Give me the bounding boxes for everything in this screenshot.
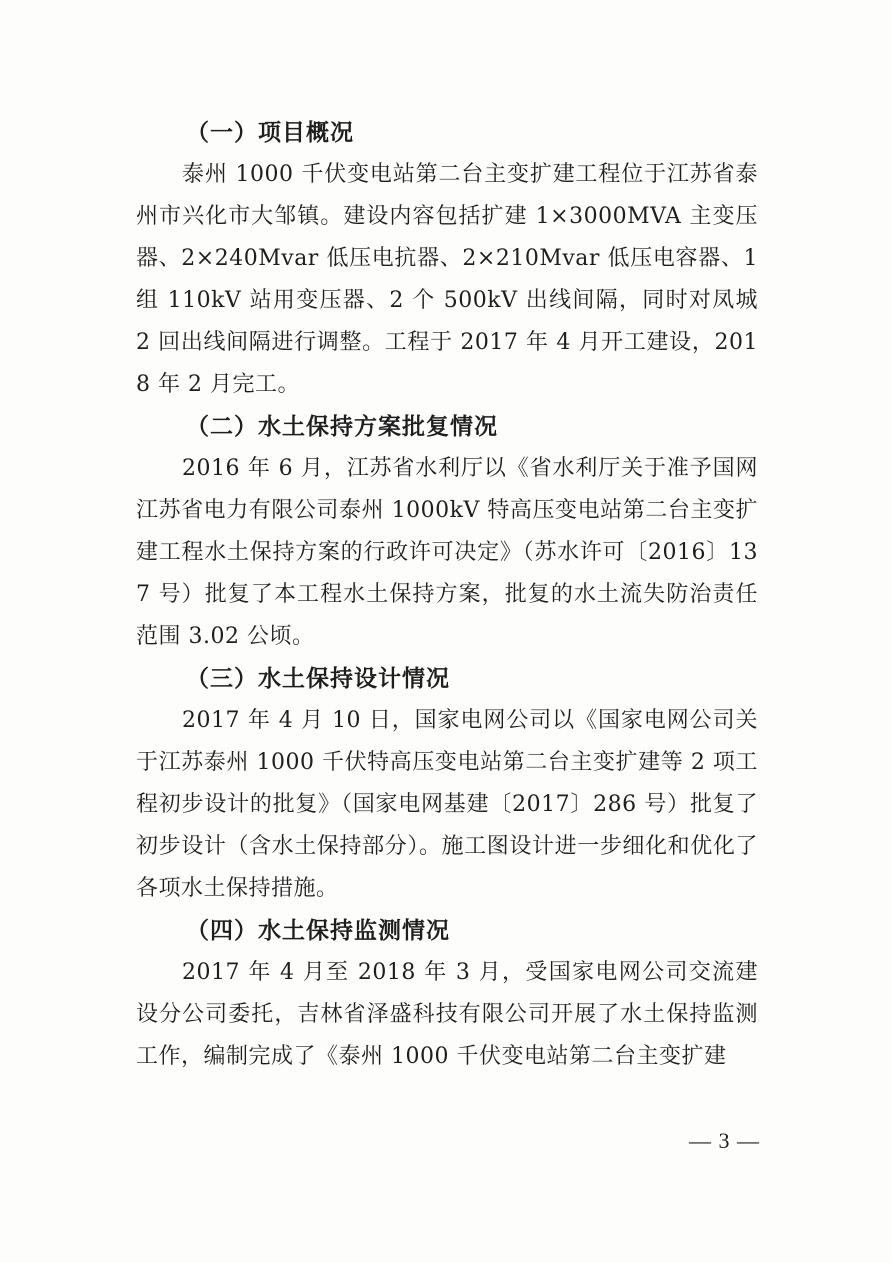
document-body <box>136 112 758 1078</box>
section-heading-overview: （一）项目概况 <box>186 120 354 146</box>
page-number: — 3 — <box>689 1128 760 1153</box>
section-heading-design: （三）水土保持设计情况 <box>186 666 450 692</box>
section-paragraph-design: 2017 年 4 月 10 日，国家电网公司以《国家电网公司关于江苏泰州 1000 千伏特高压变电站第二台主变扩建等 2 项工程初步设计的批复》（国家电网基建〔2017〕286 号）批复了初步设计（含水土保持部分）。施工图设计进一步细化和优化了各项水土保持措施。 <box>136 708 758 901</box>
section-heading-monitoring: （四）水土保持监测情况 <box>186 918 450 944</box>
section-paragraph-plan-approval: 2016 年 6 月，江苏省水利厅以《省水利厅关于准予国网江苏省电力有限公司泰州 1000kV 特高压变电站第二台主变扩建工程水土保持方案的行政许可决定》（苏水许可〔2016〕137 号）批复了本工程水土保持方案，批复的水土流失防治责任范围 3.02 公顷。 <box>136 456 758 649</box>
section-heading-plan-approval: （二）水土保持方案批复情况 <box>186 414 498 440</box>
section-paragraph-monitoring: 2017 年 4 月至 2018 年 3 月，受国家电网公司交流建设分公司委托，吉林省泽盛科技有限公司开展了水土保持监测工作，编制完成了《泰州 1000 千伏变电站第二台主变扩建 <box>136 960 758 1069</box>
section-paragraph-overview: 泰州 1000 千伏变电站第二台主变扩建工程位于江苏省泰州市兴化市大邹镇。建设内容包括扩建 1×3000MVA 主变压器、2×240Mvar 低压电抗器、2×210Mvar 低压电容器、1 组 110kV 站用变压器、2 个 500kV 出线间隔，同时对凤城 2 回出线间隔进行调整。工程于 2017 年 4 月开工建设，2018 年 2 月完工。 <box>136 162 758 397</box>
